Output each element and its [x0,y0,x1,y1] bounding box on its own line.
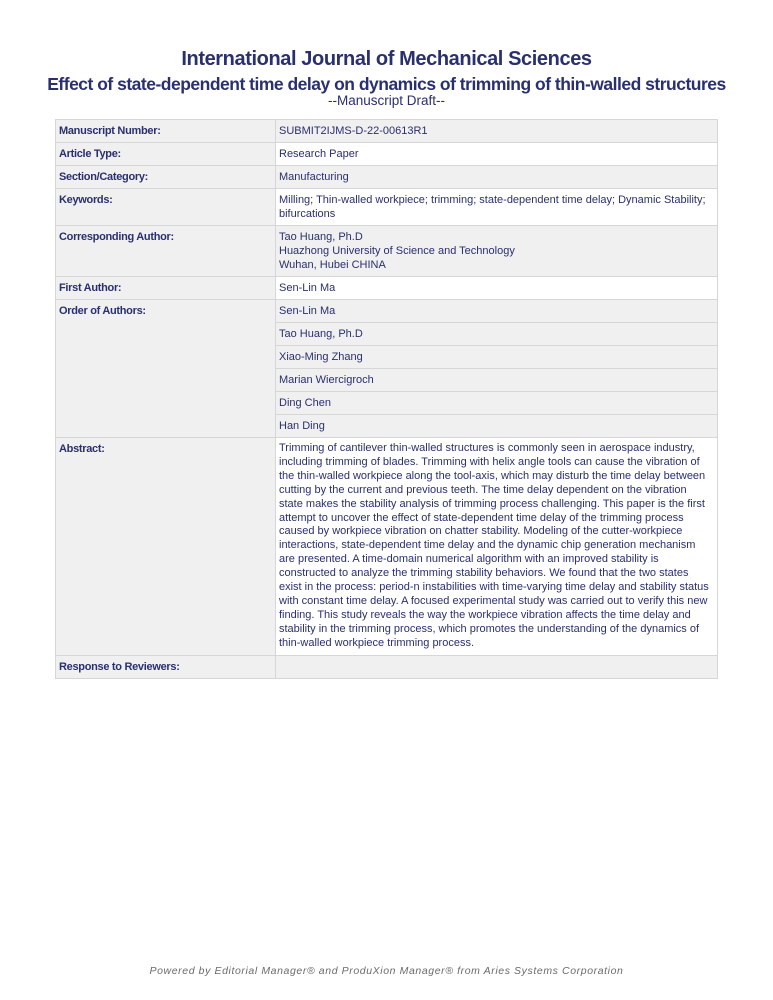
footer-credit: Powered by Editorial Manager® and ProduXion Manager® from Aries Systems Corporation [149,965,624,977]
row-article-type [56,143,718,166]
first-author-label: First Author: [56,277,276,300]
keywords-value: Milling; Thin-walled workpiece; trimming; state-dependent time delay; Dynamic Stability; bifurcations [276,189,718,226]
manuscript-info-table [55,119,718,679]
author-item: Han Ding [276,415,718,438]
author-item: Tao Huang, Ph.D [276,323,718,346]
article-type-label: Article Type: [56,143,276,166]
section-category-value: Manufacturing [276,166,718,189]
corresponding-author-label: Corresponding Author: [56,226,276,277]
row-corresponding-author [56,226,718,277]
manuscript-title: Effect of state-dependent time delay on dynamics of trimming of thin-walled structures [47,74,726,94]
first-author-value: Sen-Lin Ma [276,277,718,300]
section-category-label: Section/Category: [56,166,276,189]
author-item: Sen-Lin Ma [276,300,718,323]
author-item: Xiao-Ming Zhang [276,346,718,369]
article-type-value: Research Paper [276,143,718,166]
row-response-to-reviewers [56,655,718,678]
row-abstract [56,438,718,656]
draft-label: --Manuscript Draft-- [327,93,445,108]
manuscript-number-value: SUBMIT2IJMS-D-22-00613R1 [276,120,718,143]
corresponding-author-value [276,226,718,277]
row-section-category [56,166,718,189]
row-manuscript-number [56,120,718,143]
order-of-authors-label: Order of Authors: [56,300,276,438]
abstract-text: Trimming of cantilever thin-walled structures is commonly seen in aerospace industry, including trimming of blades. Trimming with helix angle tools can cause the vibration of the thin-walled workpiece along the tool-axis, which may disturb the time delay between cutting by the current and previous teeth. The time delay dependent on the vibration state makes the stability analysis of trimming process challenging. This paper is the first attempt to uncover the effect of state-dependent time delay of the trimming process caused by workpiece vibration on chatter stability. Modeling of the cutter-workpiece interactions, state-dependent time delay and the dynamic chip generation mechanism are presented. A time-domain numerical algorithm with an improved stability is constructed to analyze the trimming stability behaviors. We found that the two states exist in the process: period-n instabilities with time-varying time delay and stability status with constant time delay. A focused experimental study was carried out to verify this new finding. This study reveals the way the workpiece vibration affects the time delay and stability in the trimming process, which promotes the understanding of the dynamics of thin-walled workpiece trimming process. [276,438,718,656]
response-to-reviewers-value [276,655,718,678]
manuscript-number-label: Manuscript Number: [56,120,276,143]
row-order-of-authors [56,300,718,323]
keywords-label: Keywords: [56,189,276,226]
journal-name: International Journal of Mechanical Sciences [181,48,592,70]
corresponding-author-name: Tao Huang, Ph.D [279,231,363,243]
author-item: Ding Chen [276,392,718,415]
row-first-author [56,277,718,300]
corresponding-author-location: Wuhan, Hubei CHINA [279,259,386,271]
abstract-label: Abstract: [56,438,276,656]
response-to-reviewers-label: Response to Reviewers: [56,655,276,678]
author-item: Marian Wiercigroch [276,369,718,392]
corresponding-author-institution: Huazhong University of Science and Technology [279,245,515,257]
row-keywords [56,189,718,226]
